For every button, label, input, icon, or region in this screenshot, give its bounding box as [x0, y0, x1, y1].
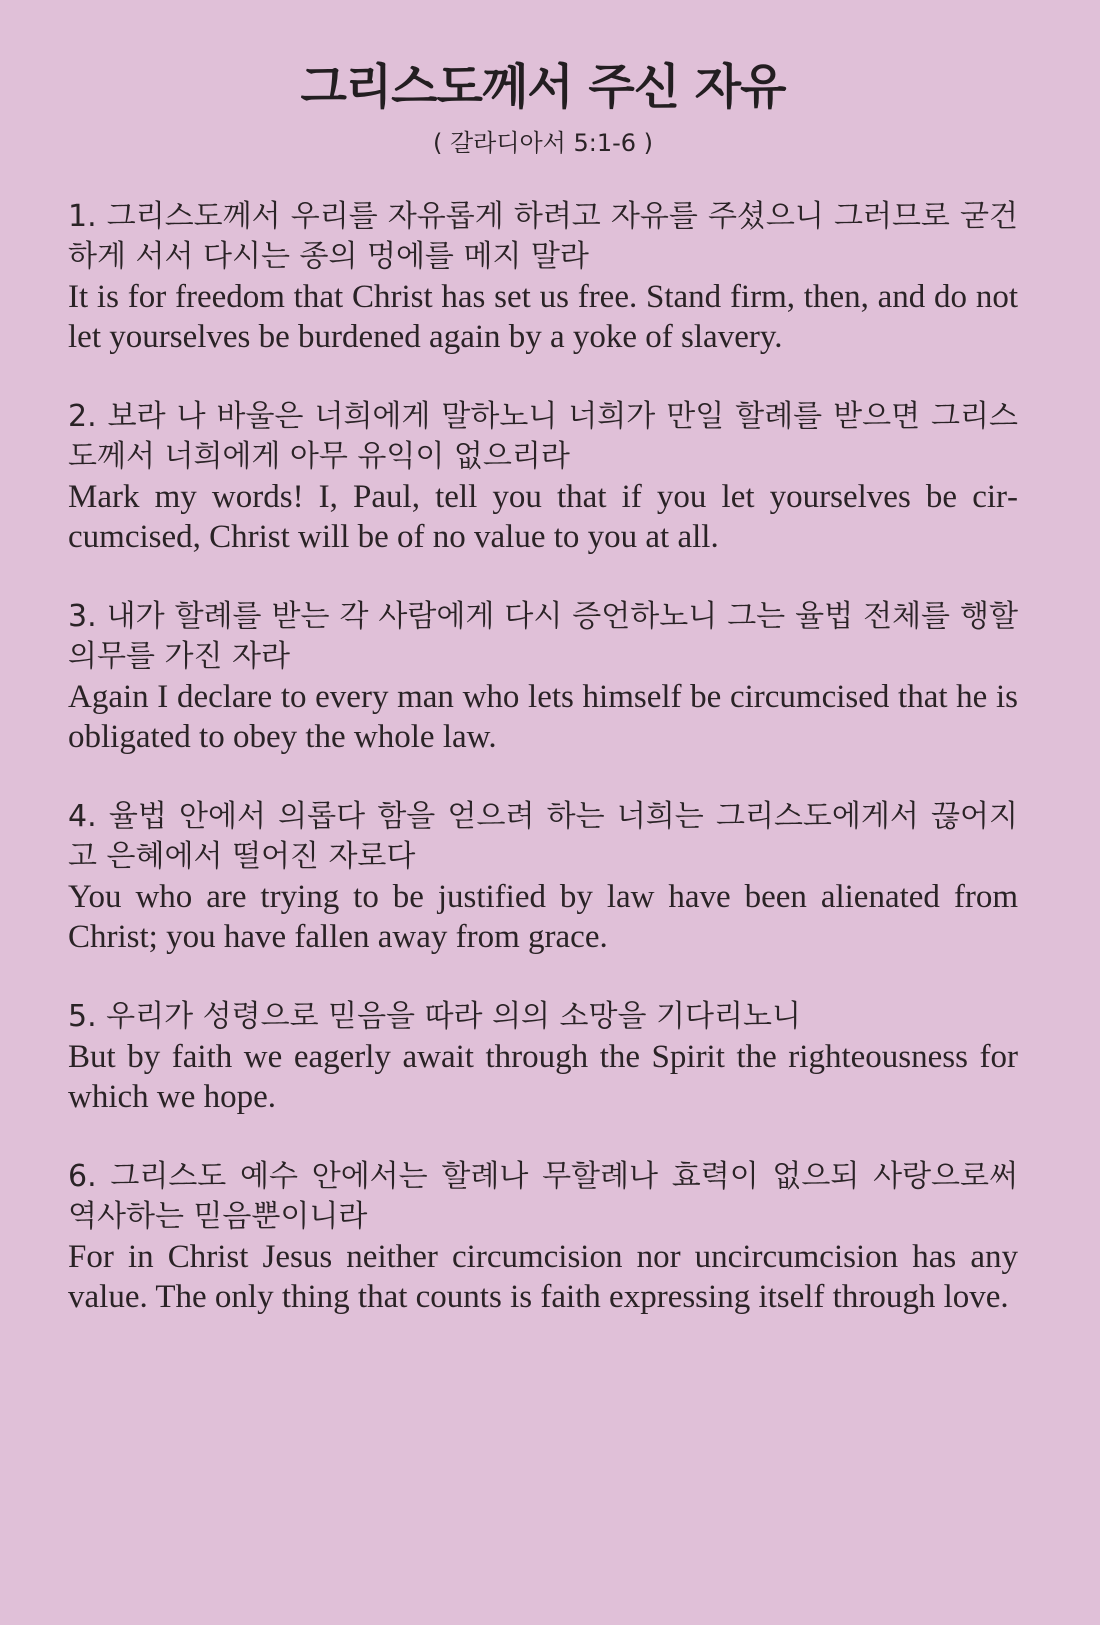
verse-english-text: It is for freedom that Christ has set us free. Stand firm, then, and do not let yourselves be burdened again by a yoke of slavery.: [68, 279, 1018, 355]
verse-3: [68, 597, 1018, 757]
verse-1: [68, 197, 1018, 357]
scripture-reference: ( 갈라디아서 5:1-6 ): [432, 129, 654, 157]
verse-2: [68, 397, 1018, 557]
verse-korean-text: 1. 그리스도께서 우리를 자유롭게 하려고 자유를 주셨으니 그러므로 굳건하게 서서 다시는 종의 멍에를 메지 말라: [68, 199, 1018, 274]
verse-korean-text: 2. 보라 나 바울은 너희에게 말하노니 너희가 만일 할례를 받으면 그리스도께서 너희에게 아무 유익이 없으리라: [68, 399, 1018, 474]
verse-korean-text: 5. 우리가 성령으로 믿음을 따라 의의 소망을 기다리노니: [68, 999, 801, 1034]
document-page: [68, 52, 1018, 1357]
page-title: 그리스도께서 주신 자유: [300, 59, 786, 115]
verse-english-text: You who are trying to be justified by law have been alienated from Christ; you have fallen away from grace.: [68, 879, 1018, 955]
verse-4: [68, 797, 1018, 957]
verse-korean-text: 3. 내가 할례를 받는 각 사람에게 다시 증언하노니 그는 율법 전체를 행할 의무를 가진 자라: [68, 599, 1018, 674]
verse-english-text: For in Christ Jesus neither circumcision nor uncircumcision has any value. The only thing that counts is faith expressing itself through love.: [68, 1239, 1018, 1315]
verse-5: [68, 997, 1018, 1117]
verse-english-text: Again I declare to every man who lets himself be circumcised that he is obligated to obey the whole law.: [68, 679, 1018, 755]
verse-korean-text: 6. 그리스도 예수 안에서는 할례나 무할례나 효력이 없으되 사랑으로써 역사하는 믿음뿐이니라: [68, 1159, 1018, 1234]
verse-6: [68, 1157, 1018, 1317]
verse-korean-text: 4. 율법 안에서 의롭다 함을 얻으려 하는 너희는 그리스도에게서 끊어지고 은혜에서 떨어진 자로다: [68, 799, 1018, 874]
verse-list: [68, 197, 1018, 1317]
verse-english-text: Mark my words! I, Paul, tell you that if you let yourselves be circumcised, Christ will be of no value to you at all.: [68, 479, 1018, 555]
verse-english-text: But by faith we eagerly await through the Spirit the righteousness for which we hope.: [68, 1039, 1018, 1115]
